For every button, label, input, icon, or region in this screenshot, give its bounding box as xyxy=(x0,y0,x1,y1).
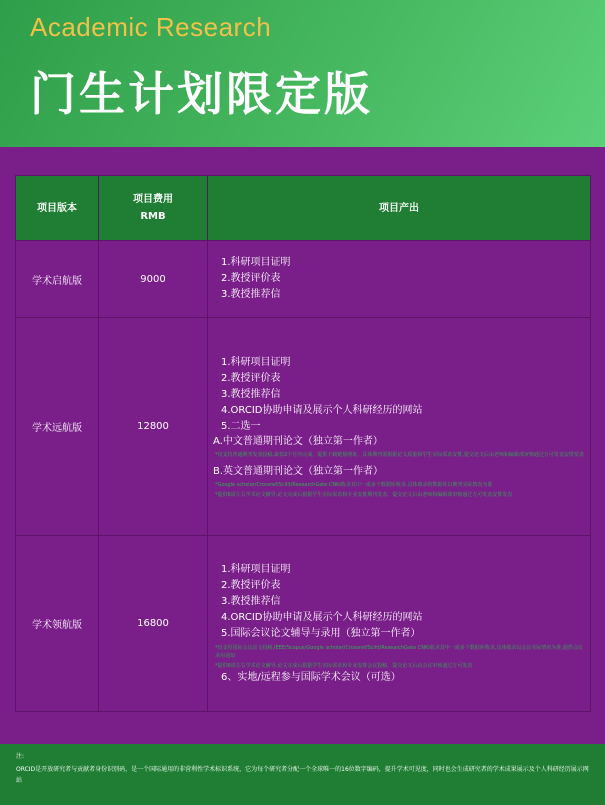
version-cell: 学术远航版 xyxy=(16,318,99,536)
pricing-table-container xyxy=(15,175,590,712)
header-subtitle: Academic Research xyxy=(30,12,272,42)
output-cell xyxy=(208,318,591,536)
option-a-note: *仅支持普通期刊发表投稿,最快2个月内完成，提供下载链接网址，具体期刊需根据论文质量和学生实际需求安排,提交论文后由老师和编辑部审核通过方可发表安排发表 xyxy=(215,451,584,458)
page-title: 门生计划限定版 xyxy=(30,67,373,121)
output-item: 3.教授推荐信 xyxy=(221,289,281,300)
table-row xyxy=(16,536,591,712)
output-item-extra: 6、实地/远程参与国际学术会议（可选） xyxy=(221,671,401,683)
column-header-output: 项目产出 xyxy=(208,176,591,241)
table-row xyxy=(16,318,591,536)
fee-cell: 16800 xyxy=(99,536,208,712)
fee-cell: 9000 xyxy=(99,241,208,318)
pricing-table xyxy=(15,175,591,712)
fee-header-line2: RMB xyxy=(140,211,166,222)
output-item: 2.教授评价表 xyxy=(221,273,281,284)
output-item: 5.国际会议论文辅导与录用（独立第一作者） xyxy=(221,627,421,639)
footer-label: 注: xyxy=(16,753,25,760)
output-item: 3.教授推荐信 xyxy=(221,388,281,400)
conference-note-2: *提供6周左右学术论文辅导,论文完成后根据学生实际需求和专业安排会议投稿，提交论文后由会议审核通过方可发表 xyxy=(215,662,473,669)
conference-note-1: *仅支持国际会议论文投稿,IEEE/Scopus/Google scholar/Crossref/Scilit/ResearchGate CNKI收录其中一或多个数据库收录,具体收录以会议实际情况为准,提供会议录用通知 xyxy=(215,644,583,659)
footer-text: ORCID是开放研究者与贡献者身份识别码，是一个国际通用的非营利性学术标识系统，它为每个研究者分配一个全球唯一的16位数字编码，提升学术可见度，同时也会生成研究者的学术成果展示及个人科研经历展示网站 xyxy=(16,766,589,784)
header-banner xyxy=(0,0,605,147)
option-b-heading: B.英文普通期刊论文（独立第一作者） xyxy=(213,465,384,477)
version-cell: 学术领航版 xyxy=(16,536,99,712)
output-item: 3.教授推荐信 xyxy=(221,595,281,607)
output-item: 4.ORCID协助申请及展示个人科研经历的网站 xyxy=(221,404,423,416)
column-header-fee xyxy=(99,176,208,241)
fee-header-line1: 项目费用 xyxy=(133,194,173,205)
fee-cell: 12800 xyxy=(99,318,208,536)
output-item: 1.科研项目证明 xyxy=(221,356,291,368)
output-item: 2.教授评价表 xyxy=(221,372,281,384)
version-cell: 学术启航版 xyxy=(16,241,99,318)
output-item: 1.科研项目证明 xyxy=(221,563,291,575)
output-item: 5.二选一 xyxy=(221,420,261,432)
column-header-version: 项目版本 xyxy=(16,176,99,241)
output-cell xyxy=(208,536,591,712)
footer-note xyxy=(0,744,605,805)
output-cell xyxy=(208,241,591,318)
table-header-row xyxy=(16,176,591,241)
option-b-note-1: *Google scholar/Crossref/Scilit/ResearchGate CNKI收录其中一或多个数据库收录,具体收录的数据库以期刊实际情况为准 xyxy=(215,481,493,488)
option-a-heading: A.中文普通期刊论文（独立第一作者） xyxy=(213,435,383,447)
output-item: 4.ORCID协助申请及展示个人科研经历的网站 xyxy=(221,611,423,623)
output-item: 2.教授评价表 xyxy=(221,579,281,591)
table-row xyxy=(16,241,591,318)
output-item: 1.科研项目证明 xyxy=(221,257,291,268)
option-b-note-2: *提供6周左右学术论文辅导,论文完成后根据学生实际需求和专业安排期刊发表，提交论文后由老师和编辑部审核通过方可发表安排发表 xyxy=(215,491,513,498)
